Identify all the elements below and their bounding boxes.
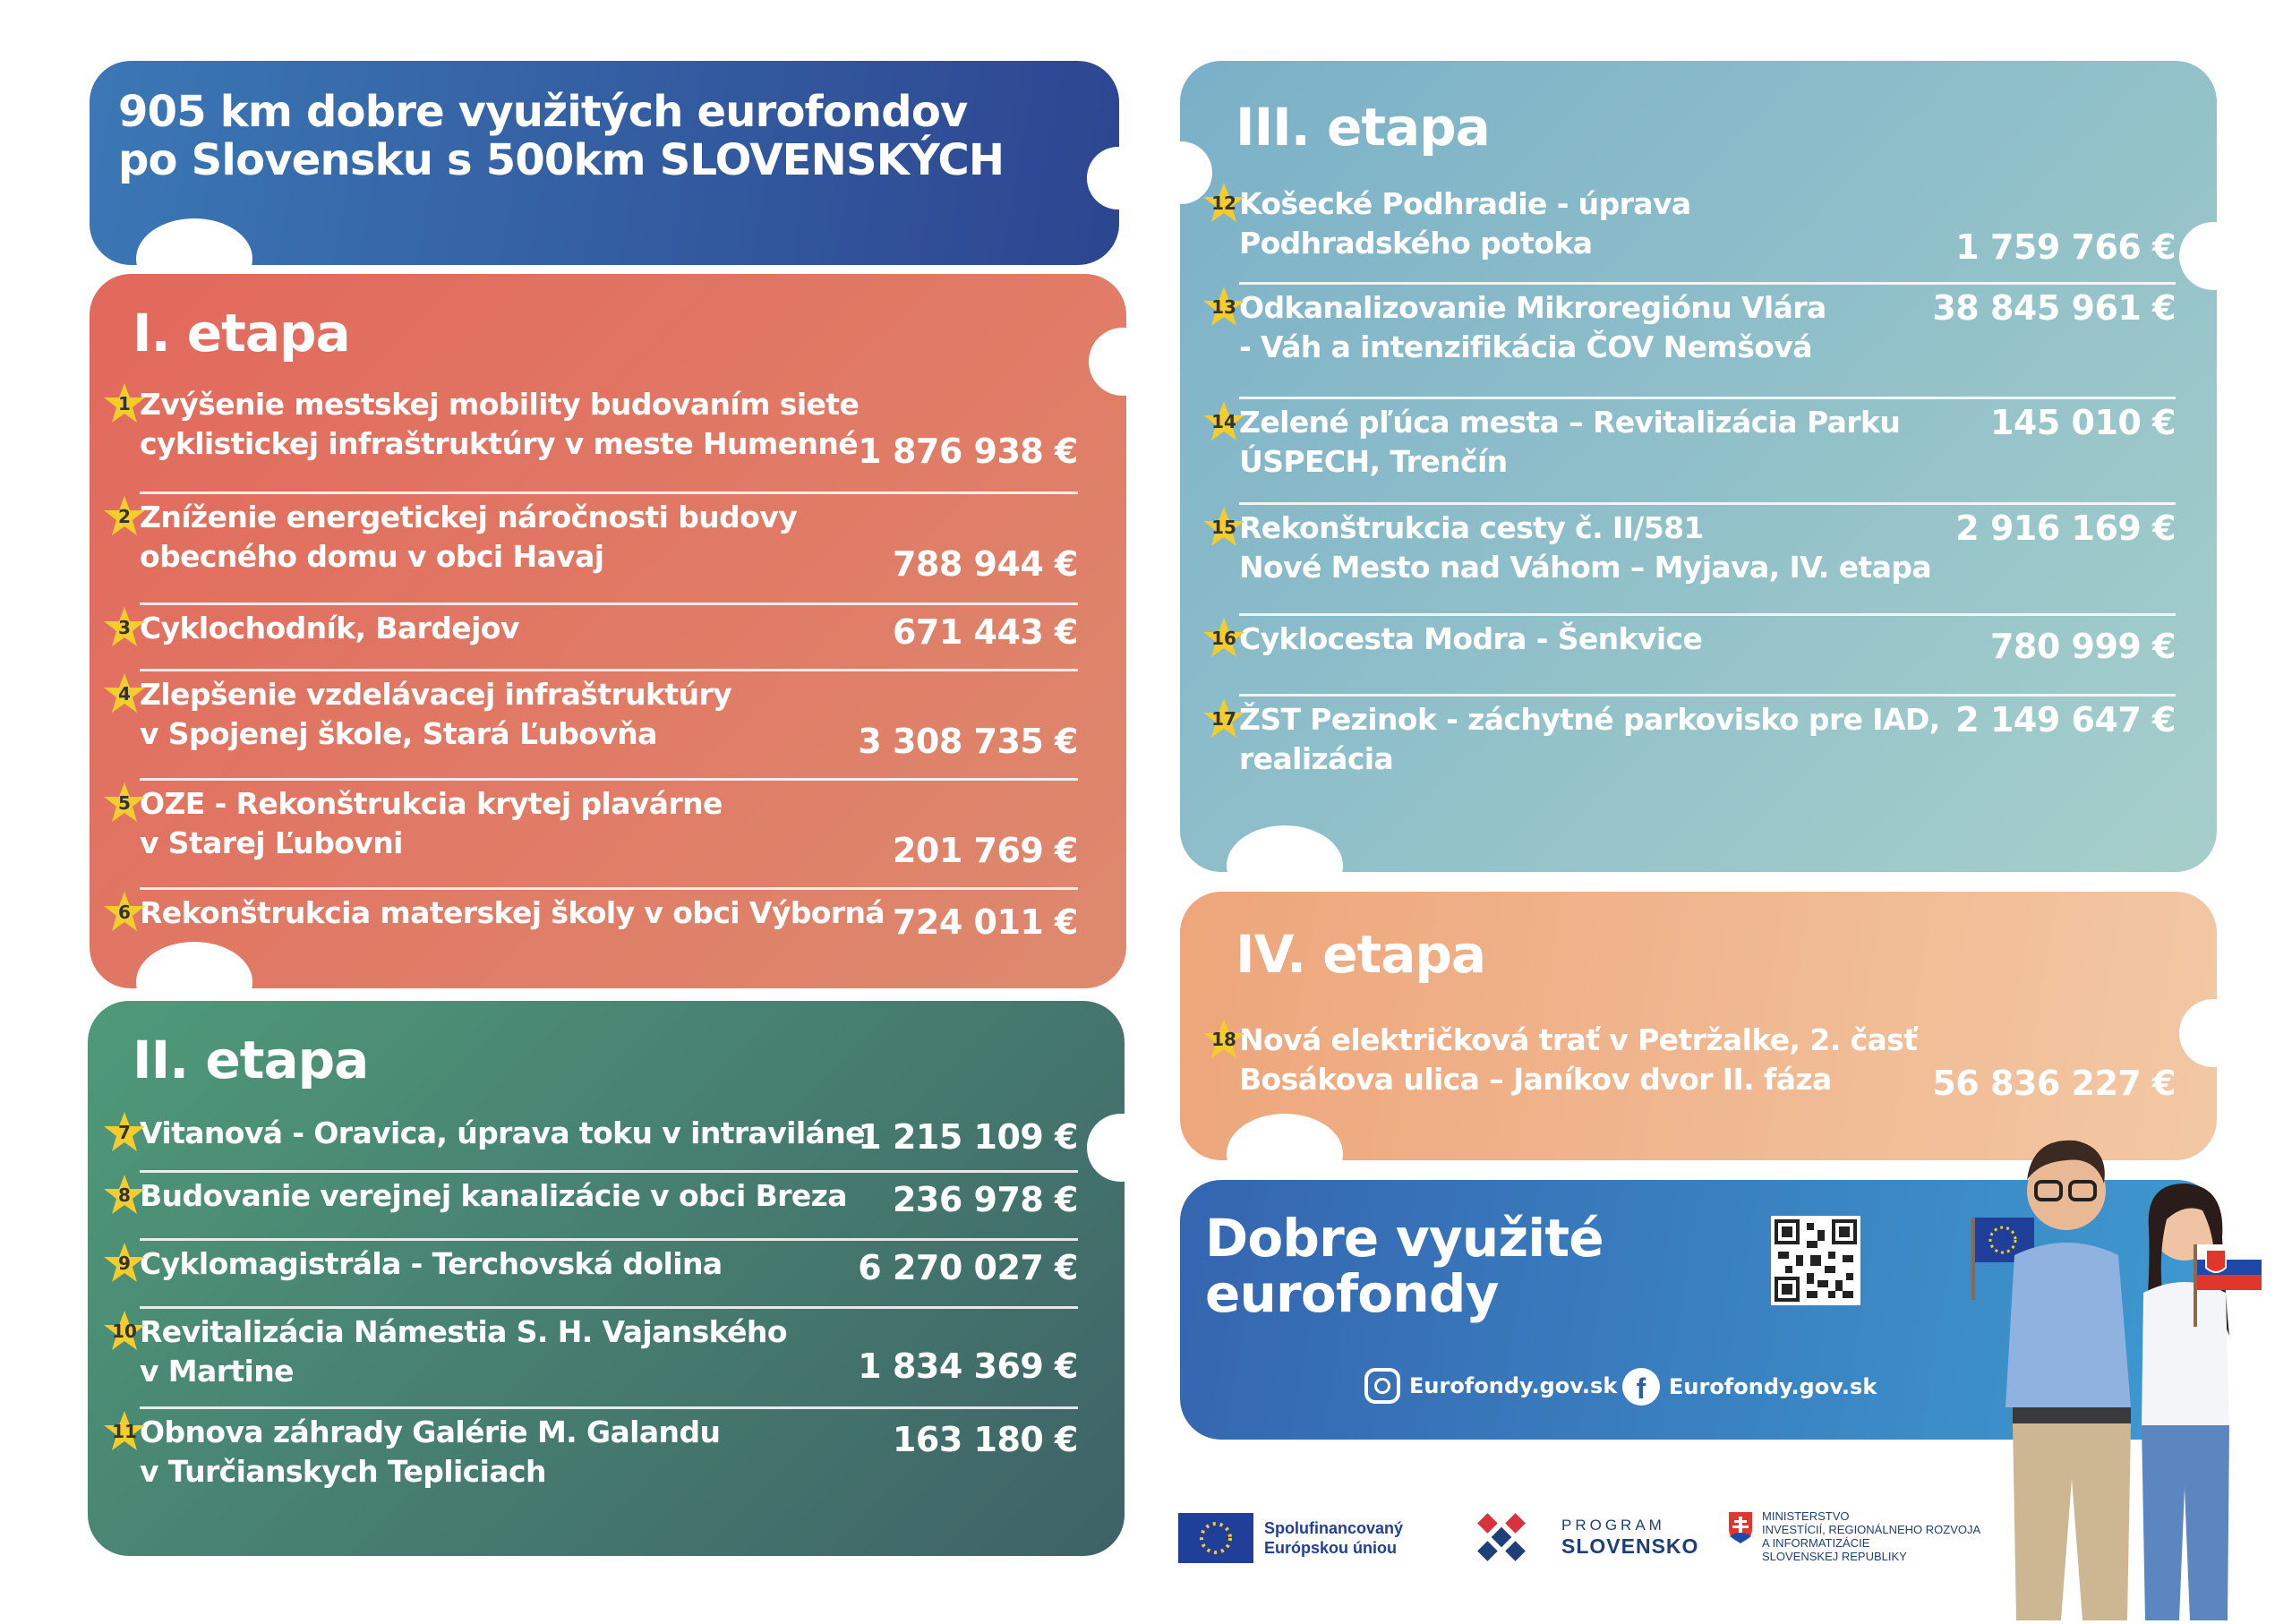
star-badge-icon (102, 781, 147, 825)
qr-code-icon (1775, 1219, 1857, 1302)
project-amount: 2 916 169 € (1955, 509, 2176, 548)
project-row (112, 1409, 1078, 1499)
project-number: 17 (1211, 708, 1236, 730)
project-number: 1 (118, 393, 131, 415)
ministry-line4: SLOVENSKEJ REPUBLIKY (1762, 1550, 1907, 1563)
project-row (1211, 616, 2176, 697)
project-amount: 671 443 € (892, 612, 1078, 652)
stage-2-notch (1087, 1114, 1155, 1182)
people-illustration (1961, 1121, 2265, 1620)
project-amount: 236 978 € (892, 1180, 1078, 1219)
project-number: 8 (118, 1184, 131, 1206)
star-badge-icon (102, 1241, 147, 1286)
star-badge-icon (1202, 181, 1246, 226)
project-amount: 145 010 € (1989, 403, 2176, 442)
star-badge-icon (1202, 697, 1246, 741)
stage-2-title: II. etapa (133, 1030, 369, 1090)
project-amount: 2 149 647 € (1955, 700, 2176, 739)
stage-3-notch (2179, 222, 2247, 290)
project-number: 12 (1211, 192, 1236, 214)
project-row (118, 381, 1078, 494)
header-card (90, 61, 1119, 265)
eu-line2: Európskou úniou (1264, 1539, 1397, 1557)
project-name-line2: Nové Mesto nad Váhom – Myjava, IV. etapa (1239, 550, 1932, 585)
project-row (118, 671, 1078, 781)
project-name-line1: Zvýšenie mestskej mobility budovaním siete (140, 387, 860, 422)
star-badge-icon (102, 890, 147, 935)
project-amount: 3 308 735 € (858, 722, 1078, 761)
stage-1-notch (1089, 328, 1157, 396)
project-amount: 38 845 961 € (1932, 288, 2176, 328)
project-row (118, 1241, 1078, 1309)
project-row (1211, 399, 2176, 505)
star-badge-icon (102, 1110, 147, 1155)
project-name-line1: Zlepšenie vzdelávacej infraštruktúry (140, 677, 732, 712)
stage-2-card (88, 1001, 1125, 1556)
project-row (118, 890, 1078, 962)
project-number: 7 (118, 1122, 131, 1143)
ministry-line2: INVESTÍCIÍ, REGIONÁLNEHO ROZVOJA (1762, 1523, 1981, 1536)
project-number: 5 (118, 792, 131, 814)
facebook-link[interactable] (1622, 1368, 1877, 1406)
project-row (118, 605, 1078, 671)
promo-title-line1: Dobre využité (1205, 1208, 1604, 1269)
project-number: 15 (1211, 517, 1236, 538)
header-title-line2: po Slovensku s 500km SLOVENSKÝCH (118, 135, 1005, 185)
star-badge-icon (1202, 616, 1246, 661)
program-line2: SLOVENSKO (1561, 1534, 1699, 1558)
ministry-line3: A INFORMATIZÁCIE (1762, 1536, 1870, 1550)
project-name-line1: Budovanie verejnej kanalizácie v obci Breza (140, 1178, 847, 1213)
project-number: 14 (1211, 411, 1236, 432)
project-name-line1: Rekonštrukcia cesty č. II/581 (1239, 510, 1704, 545)
project-name-line2: obecného domu v obci Havaj (140, 539, 604, 574)
project-name-line1: Rekonštrukcia materskej školy v obci Výborná (140, 895, 885, 930)
project-name-line1: Revitalizácia Námestia S. H. Vajanského (140, 1314, 787, 1349)
header-title-line1: 905 km dobre využitých eurofondov (118, 87, 968, 137)
project-name-line2: v Spojenej škole, Stará Ľubovňa (140, 716, 657, 751)
instagram-label: Eurofondy.gov.sk (1409, 1373, 1618, 1398)
project-name-line1: OZE - Rekonštrukcia krytej plavárne (140, 786, 723, 821)
project-row (1211, 285, 2176, 399)
project-name-line1: Obnova záhrady Galérie M. Galandu (140, 1415, 721, 1449)
project-amount: 788 944 € (892, 544, 1078, 584)
project-amount: 1 834 369 € (858, 1346, 1078, 1386)
project-name-line2: - Váh a intenzifikácia ČOV Nemšová (1239, 329, 1812, 364)
project-amount: 780 999 € (1989, 627, 2176, 666)
project-row (118, 781, 1078, 890)
program-slovensko-icon (1449, 1509, 1554, 1565)
sk-coat-of-arms-icon (1726, 1509, 1755, 1545)
project-name-line1: ŽST Pezinok - záchytné parkovisko pre IAD, (1239, 702, 1940, 737)
stage-3-title: III. etapa (1236, 97, 1490, 158)
stage-3-list (1211, 181, 2176, 795)
eu-flag-icon (1178, 1513, 1253, 1563)
project-name-line1: Cyklocesta Modra - Šenkvice (1239, 621, 1703, 656)
project-number: 13 (1211, 296, 1236, 318)
project-amount: 1 215 109 € (858, 1117, 1078, 1157)
project-name-line2: v Martine (140, 1354, 294, 1389)
project-row (118, 1110, 1078, 1173)
promo-title (1205, 1208, 1604, 1324)
eu-line1: Spolufinancovaný (1264, 1519, 1404, 1537)
project-name-line2: ÚSPECH, Trenčín (1239, 444, 1508, 479)
facebook-label: Eurofondy.gov.sk (1669, 1374, 1877, 1399)
star-badge-icon (102, 494, 147, 539)
eu-logo-group (1178, 1513, 1403, 1563)
program-logo-group (1449, 1509, 1698, 1565)
project-name-line1: Odkanalizovanie Mikroregiónu Vlára (1239, 290, 1826, 325)
project-number: 4 (118, 683, 131, 705)
project-row (118, 494, 1078, 605)
project-name-line2: v Starej Ľubovni (140, 825, 403, 860)
star-badge-icon (102, 1173, 147, 1218)
star-badge-icon (102, 1409, 147, 1454)
project-name-line2: v Turčianskych Tepliciach (140, 1454, 546, 1489)
project-number: 16 (1211, 628, 1236, 649)
star-badge-icon (102, 671, 147, 716)
facebook-icon: f (1622, 1368, 1660, 1406)
ministry-logo-group (1726, 1509, 1980, 1563)
stage-4-list (1211, 1017, 2176, 1115)
project-amount: 56 836 227 € (1932, 1064, 2176, 1103)
project-number: 6 (118, 902, 131, 923)
project-number: 3 (118, 617, 131, 638)
qr-code (1771, 1216, 1860, 1305)
project-name-line2: Bosákova ulica – Janíkov dvor II. fáza (1239, 1062, 1832, 1097)
star-badge-icon (1202, 505, 1246, 550)
star-badge-icon (1202, 285, 1246, 329)
project-amount: 6 270 027 € (858, 1248, 1078, 1287)
project-number: 11 (112, 1421, 137, 1442)
star-badge-icon (1202, 399, 1246, 444)
project-row (112, 1309, 1078, 1409)
project-name-line1: Vitanová - Oravica, úprava toku v intraviláne (140, 1115, 865, 1150)
project-name-line2: Podhradského potoka (1239, 226, 1593, 261)
project-amount: 724 011 € (892, 902, 1078, 942)
project-row (1211, 697, 2176, 795)
star-badge-icon (1202, 1017, 1246, 1062)
project-name-line1: Košecké Podhradie - úprava (1239, 186, 1691, 221)
stage-1-title: I. etapa (133, 303, 350, 363)
illustration-people (1961, 1121, 2265, 1620)
project-row (1211, 1017, 2176, 1115)
instagram-icon (1364, 1368, 1400, 1404)
project-amount: 1 876 938 € (858, 432, 1078, 471)
stage-1-card (90, 274, 1126, 988)
project-amount: 163 180 € (892, 1420, 1078, 1459)
project-name-line2: cyklistickej infraštruktúry v meste Humenné (140, 426, 859, 461)
stage-2-list (112, 1110, 1078, 1499)
project-row (1211, 181, 2176, 285)
project-name-line1: Cyklochodník, Bardejov (140, 611, 519, 645)
promo-title-line2: eurofondy (1205, 1263, 1499, 1324)
project-name-line1: Cyklomagistrála - Terchovská dolina (140, 1246, 723, 1281)
project-name-line1: Nová električková trať v Petržalke, 2. časť (1239, 1022, 1918, 1057)
stage-4-notch (2179, 999, 2247, 1067)
project-name-line1: Zníženie energetickej náročnosti budovy (140, 500, 798, 534)
stage-1-list (118, 381, 1078, 962)
star-badge-icon (102, 381, 147, 426)
stage-4-title: IV. etapa (1236, 924, 1486, 985)
project-number: 2 (118, 506, 131, 527)
project-row (118, 1173, 1078, 1241)
project-number: 10 (112, 1321, 137, 1342)
project-number: 9 (118, 1252, 131, 1274)
program-line1: PROGRAM (1561, 1516, 1665, 1534)
stage-3-card (1180, 61, 2217, 872)
project-name-line2: realizácia (1239, 741, 1394, 776)
star-badge-icon (102, 1309, 147, 1354)
star-badge-icon (102, 605, 147, 650)
project-name-line1: Zelené pľúca mesta – Revitalizácia Parku (1239, 405, 1901, 440)
header-notch-right (1087, 147, 1150, 209)
stage-4-card (1180, 892, 2217, 1160)
project-amount: 1 759 766 € (1955, 227, 2176, 267)
project-amount: 201 769 € (892, 831, 1078, 870)
ministry-line1: MINISTERSTVO (1762, 1509, 1850, 1523)
instagram-link[interactable] (1364, 1368, 1617, 1404)
project-row (1211, 505, 2176, 616)
header-title (118, 88, 1004, 184)
project-number: 18 (1211, 1029, 1236, 1050)
